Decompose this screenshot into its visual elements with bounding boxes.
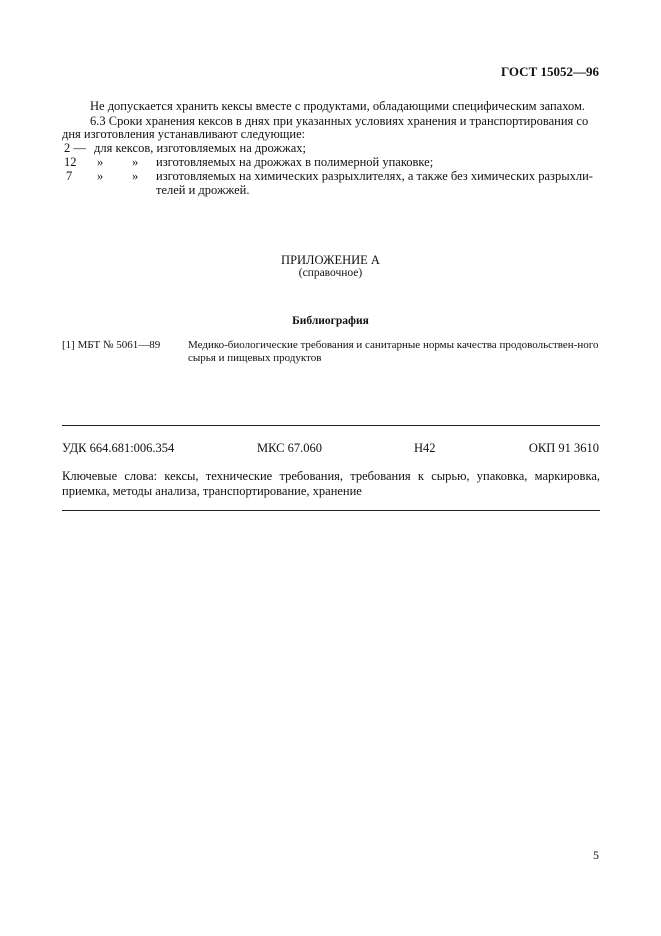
bibliography-text: Медико-биологические требования и санитарные нормы качества продовольствен-ного сырья и пищевых продуктов (188, 339, 599, 364)
list-item-number: 12 (64, 155, 77, 169)
list-item-number: 2 — (64, 141, 86, 155)
appendix-subtitle: (справочное) (298, 267, 363, 279)
list-item-number: 7 (66, 169, 73, 183)
keywords: Ключевые слова: кексы, технические требования, требования к сырью, упаковка, маркировка, приемка, методы анализа, транспортирование, хранение (62, 469, 600, 498)
list-item-text: для кексов, изготовляемых на дрожжах; (94, 141, 306, 155)
ditto-mark: » (132, 155, 139, 169)
divider-bottom (62, 510, 600, 511)
body-paragraph-2: 6.3 Сроки хранения кексов в днях при указанных условиях хранения и транспортирования со (90, 114, 589, 128)
list-item (62, 169, 602, 183)
n-code: Н42 (414, 441, 436, 455)
document-code: ГОСТ 15052—96 (500, 64, 599, 79)
okp-code: ОКП 91 3610 (528, 441, 599, 455)
mks-code: МКС 67.060 (257, 441, 322, 455)
body-paragraph-1: Не допускается хранить кексы вместе с продуктами, обладающими специфическим запахом. (90, 99, 586, 113)
udk-code: УДК 664.681:006.354 (62, 441, 175, 455)
list-item-text: изготовляемых на дрожжах в полимерной упаковке; (156, 155, 434, 169)
page-number: 5 (593, 848, 599, 862)
list-item (62, 183, 602, 197)
body-paragraph-3: дня изготовления устанавливают следующие: (62, 127, 306, 141)
list-item-text: телей и дрожжей. (156, 183, 250, 197)
list-item-text: изготовляемых на химических разрыхлителях, а также без химических разрыхли- (156, 169, 593, 183)
appendix-title: ПРИЛОЖЕНИЕ А (281, 253, 380, 267)
ditto-mark: » (97, 169, 104, 183)
ditto-mark: » (97, 155, 104, 169)
list-item (62, 155, 602, 169)
bibliography-title: Библиография (292, 315, 369, 327)
storage-terms-list (62, 141, 602, 197)
bibliography-ref: [1] МБТ № 5061—89 (62, 339, 161, 351)
ditto-mark: » (132, 169, 139, 183)
list-item (62, 141, 602, 155)
divider-top (62, 425, 600, 426)
